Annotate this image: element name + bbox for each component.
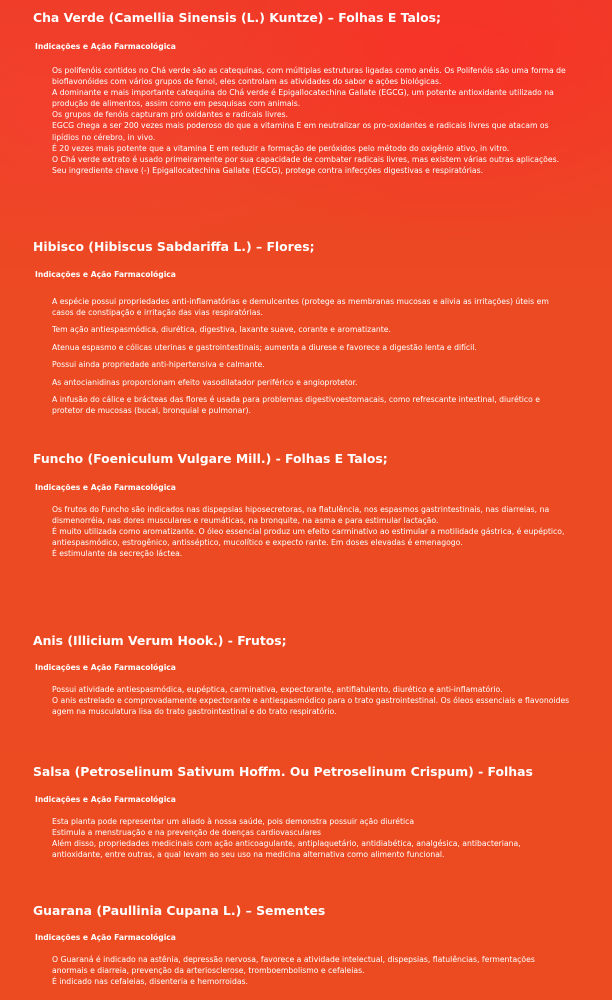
paragraph: Os grupos de fenóis capturam pró oxidantes e radicais livres. (52, 110, 288, 120)
paragraph: É 20 vezes mais potente que a vitamina E em reduzir a formação de peróxidos pelo método do oxigênio ativo, in vitro. (52, 143, 510, 153)
section-title-hibisco: Hibisco (Hibiscus Sabdariffa L.) – Flores; (33, 239, 315, 254)
section-title-cha-verde: Cha Verde (Camellia Sinensis (L.) Kuntze) – Folhas E Talos; (33, 10, 441, 25)
paragraph: A espécie possui propriedades anti-inflamatórias e demulcentes (protege as membranas mucosas e alivia as irritações) úteis em casos de constipação e irritação das vias respiratórias. (52, 297, 549, 318)
section-subheading-funcho: Indicações e Ação Farmacológica (35, 483, 176, 492)
paragraph: Estimula a menstruação e na prevenção de doenças cardiovasculares (52, 828, 322, 838)
section-subheading-salsa: Indicações e Ação Farmacológica (35, 795, 176, 804)
section-subheading-anis: Indicações e Ação Farmacológica (35, 663, 176, 672)
section-title-guarana: Guarana (Paullinia Cupana L.) – Sementes (33, 903, 326, 918)
section-body-cha-verde (52, 65, 572, 176)
paragraph: A infusão do cálice e brácteas das flores é usada para problemas digestivoestomacais, como refrescante intestinal, diurético e protetor de mucosas (bucal, bronquial e pulmonar). (52, 395, 541, 416)
paragraph: O Guaraná é indicado na astênia, depressão nervosa, favorece a atividade intelectual, dispepsias, flatulências, fermentações anormais e diarreia, prevenção da arteriosclerose, tromboembolismo e cefaleias. (52, 955, 535, 976)
paragraph: EGCG chega a ser 200 vezes mais poderoso do que a vitamina E em neutralizar os pro-oxidantes e radicais livres que atacam os lipídios no cérebro, in vivo. (52, 121, 549, 142)
paragraph: A dominante e mais importante catequina do Chá verde é Epigallocatechina Gallate (EGCG), um potente antioxidante utilizado na produção de alimentos, assim como em pesquisas com animais. (52, 88, 554, 109)
paragraph: Possui atividade antiespasmódica, eupéptica, carminativa, expectorante, antiflatulento, diurético e anti-inflamatório. (52, 685, 503, 694)
section-body-hibisco (52, 296, 572, 416)
paragraph: Os frutos do Funcho são indicados nas dispepsias hiposecretoras, na flatulência, nos espasmos gastrintestinais, nas diarreias, na dismenorréia, nas dores musculares e reumáticas, na bronquite, na asma e para estimular lactação. (52, 505, 550, 526)
section-title-funcho: Funcho (Foeniculum Vulgare Mill.) - Folhas E Talos; (33, 451, 388, 466)
paragraph: É estimulante da secreção láctea. (52, 549, 183, 559)
paragraph: O Chá verde extrato é usado primeiramente por sua capacidade de combater radicais livres, mas existem várias outras aplicações. Seu ingrediente chave (-) Epigallocatechina Gallate (EGCG), protege contra infecções digestivas e respiratórias. (52, 154, 560, 175)
section-subheading-hibisco: Indicações e Ação Farmacológica (35, 270, 176, 279)
section-subheading-guarana: Indicações e Ação Farmacológica (35, 933, 176, 942)
paragraph: Os polifenóis contidos no Chá verde são as catequinas, com múltiplas estruturas ligadas como anéis. Os Polifenóis são uma forma de bioflavonóides com vários grupos de fenol, eles controlam as atividades do sabor e ações biológicas. (52, 66, 566, 87)
paragraph: Possui ainda propriedade anti-hipertensiva e calmante. (52, 360, 265, 370)
section-title-salsa: Salsa (Petroselinum Sativum Hoffm. Ou Petroselinum Crispum) - Folhas (33, 764, 533, 779)
paragraph: Esta planta pode representar um aliado à nossa saúde, pois demonstra possuir ação diurética (52, 817, 415, 826)
paragraph: É indicado nas cefaleias, disenteria e hemorroidas. (52, 977, 248, 987)
section-body-salsa (52, 816, 572, 860)
section-subheading-cha-verde: Indicações e Ação Farmacológica (35, 42, 176, 51)
paragraph: Tem ação antiespasmódica, diurética, digestiva, laxante suave, corante e aromatizante. (52, 325, 391, 335)
paragraph: Atenua espasmo e cólicas uterinas e gastrointestinais; aumenta a diurese e favorece a digestão lenta e difícil. (52, 342, 477, 352)
section-title-anis: Anis (Illicium Verum Hook.) - Frutos; (33, 633, 287, 648)
section-body-funcho (52, 504, 572, 559)
section-body-guarana (52, 954, 572, 987)
paragraph: É muito utilizada como aromatizante. O óleo essencial produz um efeito carminativo ao estimular a motilidade gástrica, é eupéptico, antiespasmódico, estrogênico, antisséptico, mucolítico e expecto rante. Em doses elevadas é emenagogo. (52, 527, 565, 548)
paragraph: Além disso, propriedades medicinais com ação anticoagulante, antiplaquetário, antidiabética, analgésica, antibacteriana, antioxidante, entre outras, a qual levam ao seu uso na medicina alternativa como alimento funcional. (52, 839, 521, 860)
section-body-anis (52, 684, 572, 717)
paragraph: As antocianidinas proporcionam efeito vasodilatador periférico e angioprotetor. (52, 377, 358, 387)
paragraph: O anis estrelado e comprovadamente expectorante e antiespasmódico para o trato gastrointestinal. Os óleos essenciais e flavonoides agem na musculatura lisa do trato gastrointestinal e do trato respiratório. (52, 696, 570, 717)
